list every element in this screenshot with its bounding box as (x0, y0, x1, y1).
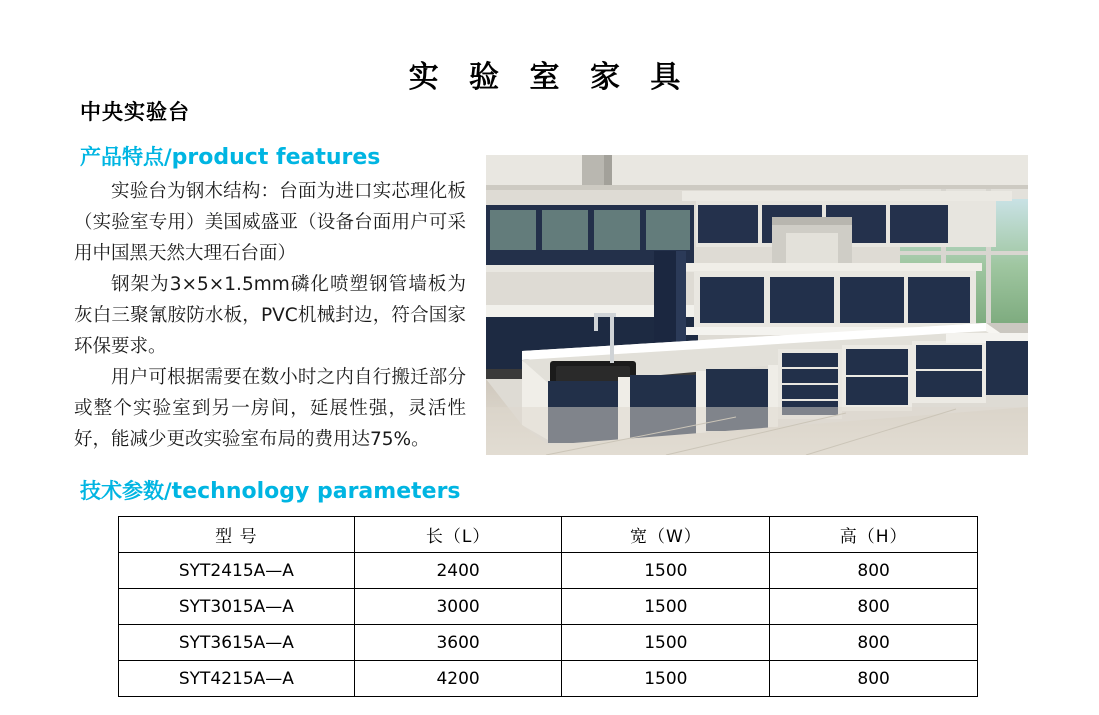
table-header-row (119, 517, 978, 553)
cell-height: 800 (770, 625, 978, 661)
product-features-text (74, 176, 466, 455)
cell-length: 4200 (354, 661, 562, 697)
cell-height: 800 (770, 661, 978, 697)
feature-paragraph: 用户可根据需要在数小时之内自行搬迁部分或整个实验室到另一房间，延展性强，灵活性好，能减少更改实验室布局的费用达75%。 (74, 367, 466, 450)
technology-parameters-heading-en: technology parameters (171, 479, 461, 504)
specification-table (118, 516, 978, 697)
product-features-heading-en: product features (171, 145, 381, 170)
technology-parameters-heading-separator: / (164, 479, 172, 503)
column-header-model: 型 号 (119, 517, 355, 553)
cell-model: SYT2415A—A (119, 553, 355, 589)
cell-model: SYT3615A—A (119, 625, 355, 661)
cell-width: 1500 (562, 553, 770, 589)
column-header-length: 长（L） (354, 517, 562, 553)
cell-length: 2400 (354, 553, 562, 589)
cell-height: 800 (770, 553, 978, 589)
column-header-width: 宽（W） (562, 517, 770, 553)
table-row (119, 625, 978, 661)
cell-width: 1500 (562, 625, 770, 661)
cell-length: 3000 (354, 589, 562, 625)
table-row (119, 589, 978, 625)
cell-width: 1500 (562, 589, 770, 625)
feature-paragraph: 实验台为钢木结构：台面为进口实芯理化板（实验室专用）美国威盛亚（设备台面用户可采用中国黑天然大理石台面） (74, 181, 466, 264)
cell-model: SYT3015A—A (119, 589, 355, 625)
cell-height: 800 (770, 589, 978, 625)
cell-width: 1500 (562, 661, 770, 697)
feature-paragraph: 钢架为3×5×1.5mm磷化喷塑钢管墙板为灰白三聚氰胺防水板，PVC机械封边，符合国家环保要求。 (74, 274, 466, 357)
cell-model: SYT4215A—A (119, 661, 355, 697)
product-features-heading-cn: 产品特点 (80, 145, 164, 169)
technology-parameters-heading (80, 475, 461, 505)
page-title: 实 验 室 家 具 (408, 60, 691, 95)
laboratory-bench-photo (486, 155, 1028, 455)
cell-length: 3600 (354, 625, 562, 661)
section-title: 中央实验台 (80, 100, 190, 124)
technology-parameters-heading-cn: 技术参数 (80, 479, 164, 503)
product-features-heading (80, 141, 380, 171)
table-row (119, 553, 978, 589)
product-features-heading-separator: / (164, 145, 172, 169)
column-header-height: 高（H） (770, 517, 978, 553)
table-row (119, 661, 978, 697)
